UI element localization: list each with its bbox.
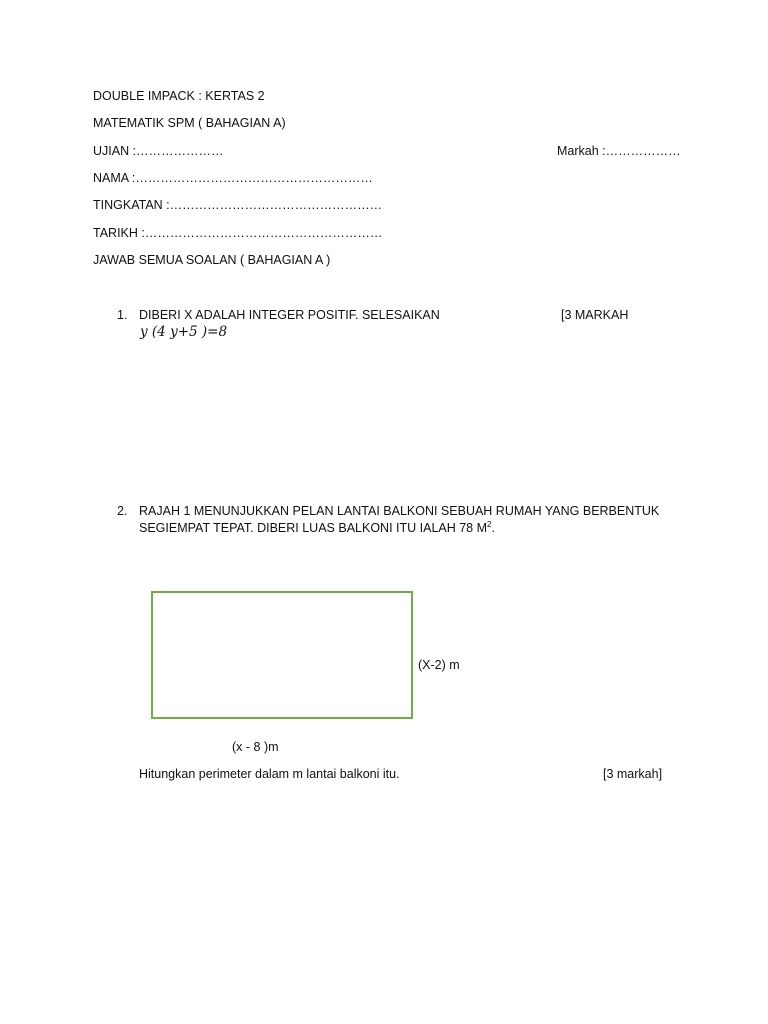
width-label: (x - 8 )m	[232, 740, 279, 754]
superscript-two: 2	[487, 520, 492, 529]
nama-field: NAMA :…………………………………………………	[93, 171, 373, 185]
question1-text: DIBERI X ADALAH INTEGER POSITIF. SELESAIKAN	[139, 308, 440, 322]
markah-field: Markah :………………	[557, 144, 681, 158]
question2-text-line2-end: .	[491, 521, 495, 535]
question1-equation: y (4 y+5 )=8	[140, 324, 228, 340]
tarikh-field: TARIKH :…………………………………………………	[93, 226, 383, 240]
question2-text-line1: RAJAH 1 MENUNJUKKAN PELAN LANTAI BALKONI SEBUAH RUMAH YANG BERBENTUK	[139, 504, 660, 518]
question2-task: Hitungkan perimeter dalam m lantai balkoni itu.	[139, 767, 400, 781]
question2-text-line2-main: SEGIEMPAT TEPAT. DIBERI LUAS BALKONI ITU IALAH 78 M	[139, 521, 488, 535]
question1-marks: [3 MARKAH	[561, 308, 629, 322]
question2-marks: [3 markah]	[603, 767, 663, 781]
ujian-field: UJIAN :…………………	[93, 144, 224, 158]
exam-title: DOUBLE IMPACK : KERTAS 2	[93, 89, 265, 103]
tingkatan-field: TINGKATAN :……………………………………………	[93, 198, 383, 212]
height-label: (X-2) m	[418, 658, 460, 672]
question2-number: 2.	[117, 504, 128, 518]
question2-text-line2	[139, 521, 495, 535]
balcony-rectangle-diagram	[151, 591, 413, 719]
exam-subtitle: MATEMATIK SPM ( BAHAGIAN A)	[93, 116, 286, 130]
instruction-text: JAWAB SEMUA SOALAN ( BAHAGIAN A )	[93, 253, 331, 267]
question1-number: 1.	[117, 308, 128, 322]
